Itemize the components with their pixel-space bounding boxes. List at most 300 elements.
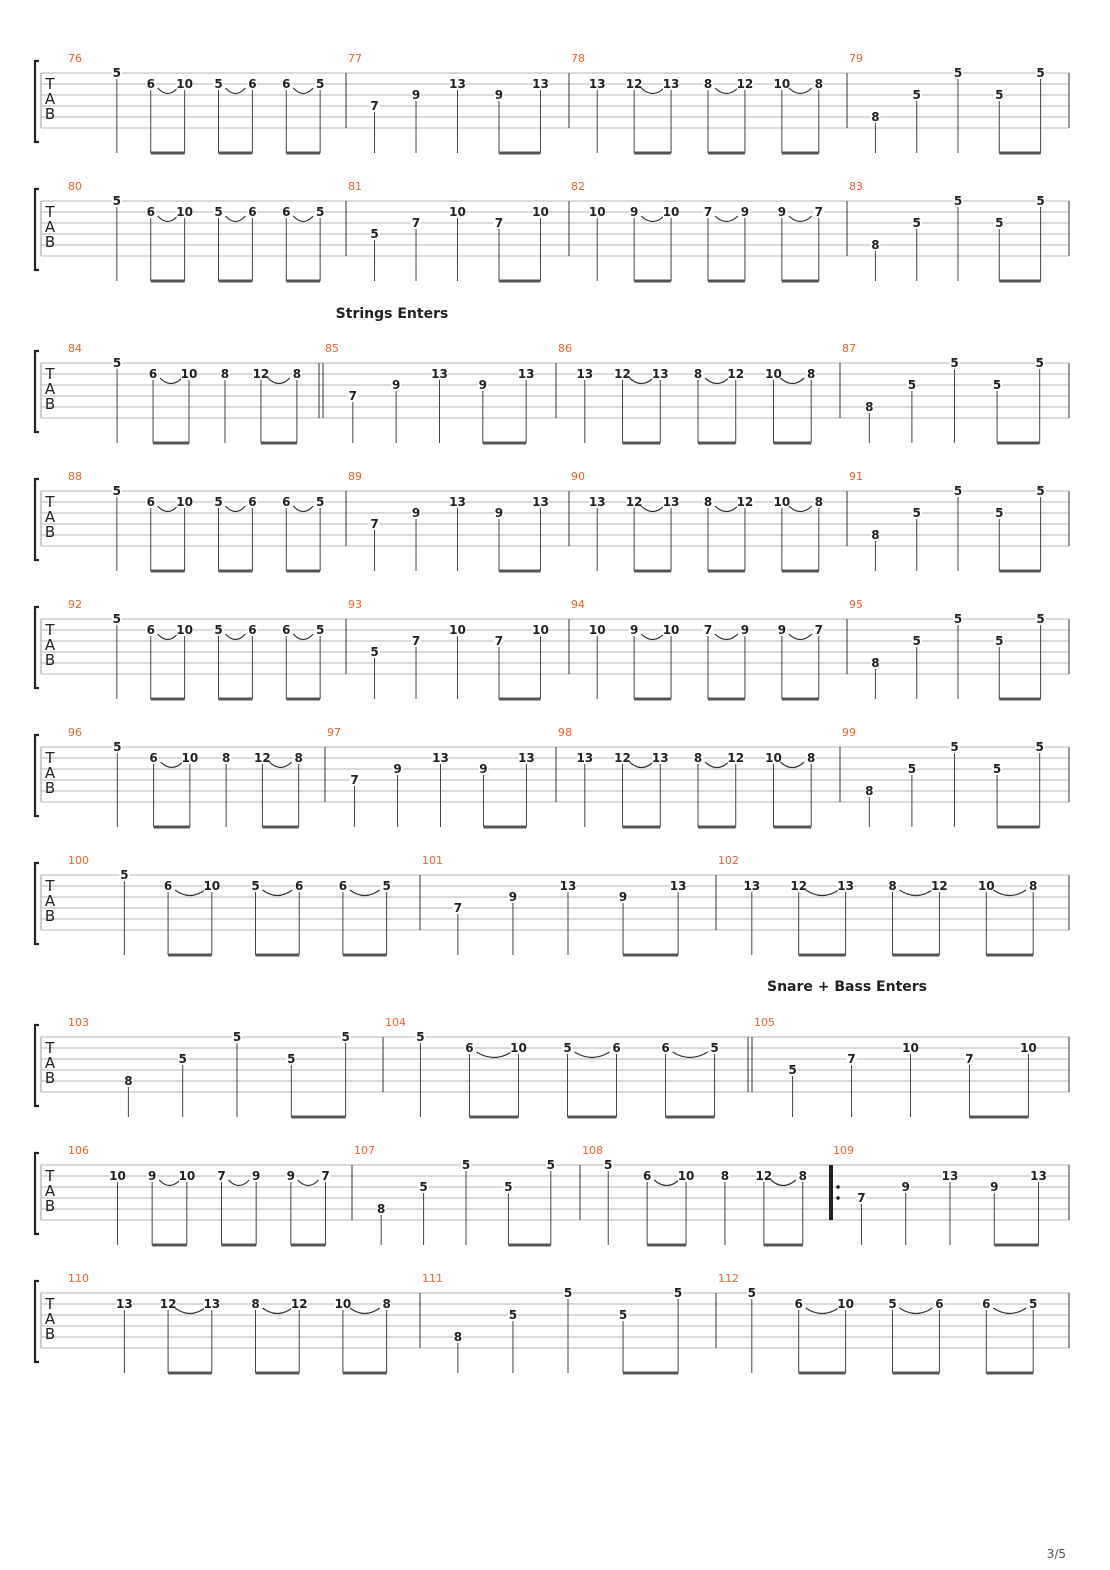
fret-number: 12 bbox=[727, 367, 745, 381]
fret-number: 6 bbox=[794, 1297, 803, 1311]
measure bbox=[833, 1144, 1047, 1245]
fret-number: 8 bbox=[871, 110, 880, 124]
tab-system bbox=[35, 598, 1069, 699]
fret-number: 13 bbox=[576, 367, 594, 381]
tab-clef-letter: T bbox=[45, 877, 55, 895]
tab-clef-letter: A bbox=[44, 1182, 56, 1200]
fret-number: 10 bbox=[662, 623, 680, 637]
tab-clef-letter: T bbox=[45, 75, 55, 93]
fret-number: 8 bbox=[871, 656, 880, 670]
tab-system bbox=[35, 470, 1069, 571]
fret-number: 13 bbox=[669, 879, 687, 893]
measure-number: 83 bbox=[849, 180, 863, 193]
tab-clef-letter: B bbox=[44, 523, 56, 541]
measure-number: 97 bbox=[327, 726, 341, 739]
measure-number: 94 bbox=[571, 598, 585, 611]
slur-tie bbox=[673, 1052, 708, 1058]
fret-number: 10 bbox=[977, 879, 995, 893]
measure bbox=[68, 726, 304, 827]
fret-number: 12 bbox=[159, 1297, 177, 1311]
fret-number: 13 bbox=[559, 879, 577, 893]
fret-number: 5 bbox=[907, 762, 917, 776]
measure bbox=[68, 470, 325, 571]
measure-number: 100 bbox=[68, 854, 89, 867]
tab-clef-letter: B bbox=[44, 1069, 56, 1087]
fret-number: 12 bbox=[614, 751, 631, 765]
measure-number: 104 bbox=[385, 1016, 406, 1029]
fret-number: 13 bbox=[651, 367, 669, 381]
measure-number: 77 bbox=[348, 52, 362, 65]
fret-number: 12 bbox=[625, 495, 643, 509]
fret-number: 10 bbox=[176, 495, 193, 509]
measure bbox=[571, 52, 824, 153]
fret-number: 13 bbox=[518, 751, 535, 765]
measure-number: 105 bbox=[754, 1016, 775, 1029]
fret-number: 7 bbox=[814, 205, 823, 219]
measure-number: 78 bbox=[571, 52, 585, 65]
fret-number: 13 bbox=[662, 77, 680, 91]
fret-number: 7 bbox=[217, 1169, 226, 1183]
fret-number: 6 bbox=[146, 77, 155, 91]
fret-number: 10 bbox=[588, 623, 606, 637]
fret-number: 6 bbox=[612, 1041, 621, 1055]
fret-number: 5 bbox=[604, 1158, 613, 1172]
slur-tie bbox=[269, 762, 291, 768]
page-number: 3/5 bbox=[1046, 1547, 1066, 1561]
tab-clef-letter: A bbox=[44, 764, 56, 782]
tab-clef-letter: A bbox=[44, 218, 56, 236]
measure bbox=[327, 726, 535, 827]
fret-number: 9 bbox=[618, 890, 628, 904]
fret-number: 12 bbox=[252, 367, 270, 381]
fret-number: 8 bbox=[703, 77, 713, 91]
repeat-start-thick-bar bbox=[829, 1165, 833, 1220]
fret-number: 5 bbox=[1036, 484, 1045, 498]
section-annotation: Strings Enters bbox=[335, 306, 449, 322]
slur-tie bbox=[993, 1308, 1026, 1314]
fret-number: 7 bbox=[348, 389, 358, 403]
fret-number: 13 bbox=[517, 367, 535, 381]
fret-number: 5 bbox=[315, 495, 325, 509]
measure-number: 86 bbox=[558, 342, 572, 355]
tab-clef-letter: A bbox=[44, 380, 56, 398]
slur-tie bbox=[705, 762, 729, 768]
measure bbox=[68, 598, 325, 699]
system-bracket bbox=[35, 351, 39, 432]
fret-number: 9 bbox=[393, 762, 402, 776]
measure-number: 102 bbox=[718, 854, 739, 867]
measure-number: 95 bbox=[849, 598, 863, 611]
fret-number: 6 bbox=[642, 1169, 652, 1183]
measure bbox=[582, 1144, 808, 1245]
fret-number: 13 bbox=[532, 77, 549, 91]
fret-number: 8 bbox=[453, 1330, 463, 1344]
fret-number: 5 bbox=[747, 1286, 756, 1300]
measure-number: 91 bbox=[849, 470, 863, 483]
slur-tie bbox=[293, 634, 313, 640]
slur-tie bbox=[229, 1180, 250, 1186]
fret-number: 8 bbox=[693, 751, 703, 765]
fret-number: 13 bbox=[651, 751, 669, 765]
measure-number: 98 bbox=[558, 726, 572, 739]
tab-clef-letter: T bbox=[45, 1039, 55, 1057]
tab-clef-letter: A bbox=[44, 892, 56, 910]
measure bbox=[718, 1272, 1038, 1373]
fret-number: 5 bbox=[912, 506, 921, 520]
fret-number: 9 bbox=[251, 1169, 261, 1183]
tab-system bbox=[35, 979, 1069, 1117]
fret-number: 5 bbox=[673, 1286, 683, 1300]
fret-number: 5 bbox=[710, 1041, 719, 1055]
fret-number: 6 bbox=[661, 1041, 670, 1055]
fret-number: 5 bbox=[287, 1052, 296, 1066]
fret-number: 6 bbox=[282, 495, 291, 509]
measure bbox=[849, 52, 1046, 153]
fret-number: 5 bbox=[907, 378, 917, 392]
fret-number: 5 bbox=[112, 356, 122, 370]
slur-tie bbox=[226, 88, 246, 94]
tab-clef-letter: B bbox=[44, 395, 56, 413]
slur-tie bbox=[900, 1308, 933, 1314]
measure bbox=[348, 470, 549, 571]
measure bbox=[68, 1272, 392, 1373]
fret-number: 10 bbox=[532, 623, 549, 637]
fret-number: 8 bbox=[814, 495, 823, 509]
fret-number: 5 bbox=[912, 634, 921, 648]
slur-tie bbox=[226, 216, 246, 222]
fret-number: 6 bbox=[163, 879, 173, 893]
slur-tie bbox=[630, 378, 654, 384]
tab-clef-letter: B bbox=[44, 779, 56, 797]
fret-number: 8 bbox=[693, 367, 703, 381]
measure-number: 107 bbox=[354, 1144, 375, 1157]
measure bbox=[348, 598, 549, 699]
fret-number: 5 bbox=[251, 879, 260, 893]
tab-clef-letter: T bbox=[45, 749, 55, 767]
fret-number: 10 bbox=[532, 205, 549, 219]
slur-tie bbox=[789, 88, 812, 94]
fret-number: 5 bbox=[912, 88, 921, 102]
fret-number: 5 bbox=[232, 1030, 242, 1044]
fret-number: 5 bbox=[992, 378, 1002, 392]
fret-number: 7 bbox=[494, 634, 504, 648]
fret-number: 12 bbox=[625, 77, 643, 91]
measure-number: 92 bbox=[68, 598, 82, 611]
fret-number: 5 bbox=[1035, 356, 1044, 370]
fret-number: 8 bbox=[865, 784, 874, 798]
measure-number: 99 bbox=[842, 726, 856, 739]
fret-number: 9 bbox=[629, 623, 639, 637]
fret-number: 8 bbox=[814, 77, 823, 91]
fret-number: 12 bbox=[755, 1169, 773, 1183]
fret-number: 7 bbox=[350, 773, 359, 787]
slur-tie bbox=[771, 1180, 796, 1186]
tab-clef-letter: B bbox=[44, 233, 56, 251]
fret-number: 9 bbox=[629, 205, 639, 219]
fret-number: 10 bbox=[677, 1169, 695, 1183]
measure bbox=[348, 180, 549, 281]
fret-number: 5 bbox=[178, 1052, 187, 1066]
measure-number: 101 bbox=[422, 854, 443, 867]
repeat-dot bbox=[836, 1185, 840, 1189]
slur-tie bbox=[789, 634, 812, 640]
tab-clef-letter: A bbox=[44, 636, 56, 654]
fret-number: 5 bbox=[370, 645, 379, 659]
measure-number: 111 bbox=[422, 1272, 443, 1285]
fret-number: 8 bbox=[888, 879, 897, 893]
fret-number: 6 bbox=[295, 879, 304, 893]
fret-number: 5 bbox=[315, 77, 325, 91]
measure-number: 103 bbox=[68, 1016, 89, 1029]
measure bbox=[385, 1016, 720, 1117]
fret-number: 6 bbox=[248, 205, 257, 219]
tab-clef-letter: B bbox=[44, 105, 56, 123]
fret-number: 13 bbox=[837, 879, 854, 893]
fret-number: 8 bbox=[807, 367, 816, 381]
system-bracket bbox=[35, 1153, 39, 1234]
fret-number: 6 bbox=[465, 1041, 474, 1055]
slur-tie bbox=[263, 890, 293, 896]
fret-number: 6 bbox=[149, 751, 158, 765]
tab-clef-letter: A bbox=[44, 90, 56, 108]
slur-tie bbox=[705, 378, 729, 384]
slur-tie bbox=[268, 378, 290, 384]
tab-clef-letter: T bbox=[45, 1167, 55, 1185]
system-bracket bbox=[35, 189, 39, 270]
fret-number: 13 bbox=[116, 1297, 133, 1311]
fret-number: 9 bbox=[494, 506, 504, 520]
measure-number: 96 bbox=[68, 726, 82, 739]
tab-system bbox=[35, 1144, 1069, 1245]
slur-tie bbox=[158, 88, 178, 94]
fret-number: 9 bbox=[479, 762, 488, 776]
fret-number: 13 bbox=[588, 77, 606, 91]
fret-number: 12 bbox=[727, 751, 745, 765]
fret-number: 5 bbox=[214, 205, 223, 219]
fret-number: 7 bbox=[847, 1052, 856, 1066]
slur-tie bbox=[226, 506, 246, 512]
fret-number: 5 bbox=[112, 612, 122, 626]
tab-system bbox=[35, 52, 1069, 153]
fret-number: 8 bbox=[871, 238, 880, 252]
fret-number: 8 bbox=[377, 1202, 386, 1216]
fret-number: 6 bbox=[935, 1297, 944, 1311]
fret-number: 8 bbox=[382, 1297, 391, 1311]
slur-tie bbox=[160, 378, 182, 384]
measure bbox=[571, 470, 824, 571]
fret-number: 5 bbox=[995, 88, 1004, 102]
fret-number: 5 bbox=[995, 216, 1004, 230]
measure bbox=[754, 1016, 1037, 1117]
fret-number: 7 bbox=[411, 634, 421, 648]
fret-number: 5 bbox=[788, 1063, 797, 1077]
slur-tie bbox=[789, 506, 812, 512]
fret-number: 13 bbox=[576, 751, 594, 765]
fret-number: 10 bbox=[203, 879, 221, 893]
fret-number: 5 bbox=[995, 634, 1004, 648]
fret-number: 10 bbox=[765, 751, 782, 765]
tab-system bbox=[35, 1272, 1069, 1373]
fret-number: 5 bbox=[1036, 66, 1045, 80]
measure bbox=[422, 1272, 683, 1373]
fret-number: 10 bbox=[510, 1041, 527, 1055]
fret-number: 8 bbox=[807, 751, 816, 765]
measure bbox=[68, 342, 302, 443]
fret-number: 5 bbox=[950, 740, 959, 754]
measure-number: 109 bbox=[833, 1144, 854, 1157]
fret-number: 13 bbox=[588, 495, 606, 509]
tab-clef-letter: A bbox=[44, 1310, 56, 1328]
slur-tie bbox=[715, 506, 738, 512]
fret-number: 5 bbox=[370, 227, 379, 241]
measure bbox=[842, 342, 1045, 443]
measure-number: 110 bbox=[68, 1272, 89, 1285]
fret-number: 13 bbox=[432, 751, 449, 765]
slur-tie bbox=[641, 88, 664, 94]
fret-number: 7 bbox=[370, 517, 379, 531]
measure-number: 82 bbox=[571, 180, 585, 193]
fret-number: 6 bbox=[982, 1297, 991, 1311]
slur-tie bbox=[476, 1052, 511, 1058]
fret-number: 5 bbox=[341, 1030, 350, 1044]
fret-number: 9 bbox=[286, 1169, 296, 1183]
slur-tie bbox=[789, 216, 812, 222]
fret-number: 9 bbox=[740, 623, 750, 637]
fret-number: 6 bbox=[338, 879, 348, 893]
fret-number: 6 bbox=[248, 495, 257, 509]
fret-number: 5 bbox=[214, 77, 223, 91]
fret-number: 5 bbox=[563, 1041, 572, 1055]
fret-number: 10 bbox=[180, 367, 198, 381]
repeat-dot bbox=[836, 1196, 840, 1200]
fret-number: 8 bbox=[798, 1169, 807, 1183]
fret-number: 5 bbox=[912, 216, 921, 230]
measure-number: 93 bbox=[348, 598, 362, 611]
measure bbox=[325, 342, 535, 443]
fret-number: 9 bbox=[494, 88, 504, 102]
measure-number: 76 bbox=[68, 52, 82, 65]
fret-number: 7 bbox=[703, 205, 713, 219]
system-bracket bbox=[35, 1281, 39, 1362]
fret-number: 10 bbox=[178, 1169, 196, 1183]
fret-number: 12 bbox=[931, 879, 948, 893]
fret-number: 6 bbox=[146, 623, 155, 637]
fret-number: 10 bbox=[109, 1169, 126, 1183]
fret-number: 5 bbox=[953, 66, 963, 80]
slur-tie bbox=[350, 890, 380, 896]
fret-number: 8 bbox=[124, 1074, 133, 1088]
fret-number: 5 bbox=[992, 762, 1002, 776]
slur-tie bbox=[175, 890, 205, 896]
fret-number: 13 bbox=[532, 495, 549, 509]
fret-number: 8 bbox=[703, 495, 713, 509]
measure bbox=[849, 180, 1046, 281]
fret-number: 9 bbox=[901, 1180, 910, 1194]
fret-number: 5 bbox=[1036, 612, 1045, 626]
slur-tie bbox=[226, 634, 246, 640]
fret-number: 9 bbox=[478, 378, 488, 392]
fret-number: 13 bbox=[941, 1169, 959, 1183]
fret-number: 8 bbox=[292, 367, 302, 381]
fret-number: 8 bbox=[865, 400, 874, 414]
fret-number: 12 bbox=[790, 879, 808, 893]
tab-system bbox=[35, 306, 1069, 443]
slur-tie bbox=[715, 216, 738, 222]
fret-number: 12 bbox=[736, 77, 754, 91]
tab-system bbox=[35, 180, 1069, 281]
fret-number: 5 bbox=[112, 66, 122, 80]
slur-tie bbox=[806, 1308, 839, 1314]
slur-tie bbox=[293, 506, 313, 512]
slur-tie bbox=[298, 1180, 319, 1186]
measure bbox=[571, 180, 824, 281]
fret-number: 6 bbox=[146, 495, 155, 509]
measure-number: 85 bbox=[325, 342, 339, 355]
fret-number: 6 bbox=[282, 77, 291, 91]
system-bracket bbox=[35, 61, 39, 142]
tab-clef-letter: A bbox=[44, 1054, 56, 1072]
fret-number: 5 bbox=[508, 1308, 518, 1322]
slur-tie bbox=[641, 216, 664, 222]
fret-number: 8 bbox=[221, 751, 231, 765]
fret-number: 5 bbox=[546, 1158, 555, 1172]
measure bbox=[422, 854, 686, 955]
tab-clef-letter: A bbox=[44, 508, 56, 526]
slur-tie bbox=[654, 1180, 679, 1186]
fret-number: 5 bbox=[419, 1180, 428, 1194]
measure bbox=[849, 598, 1046, 699]
fret-number: 6 bbox=[248, 77, 257, 91]
slur-tie bbox=[159, 1180, 180, 1186]
fret-number: 5 bbox=[461, 1158, 471, 1172]
fret-number: 12 bbox=[614, 367, 631, 381]
fret-number: 9 bbox=[147, 1169, 157, 1183]
fret-number: 10 bbox=[334, 1297, 352, 1311]
fret-number: 5 bbox=[214, 495, 223, 509]
measure bbox=[68, 180, 325, 281]
fret-number: 7 bbox=[857, 1191, 866, 1205]
fret-number: 5 bbox=[1035, 740, 1044, 754]
slur-tie bbox=[780, 762, 804, 768]
fret-number: 13 bbox=[743, 879, 761, 893]
fret-number: 9 bbox=[411, 88, 421, 102]
fret-number: 9 bbox=[391, 378, 401, 392]
measure bbox=[68, 854, 392, 955]
fret-number: 7 bbox=[965, 1052, 974, 1066]
measure bbox=[348, 52, 549, 153]
fret-number: 10 bbox=[181, 751, 199, 765]
fret-number: 12 bbox=[254, 751, 271, 765]
slur-tie bbox=[161, 762, 183, 768]
slur-tie bbox=[263, 1308, 293, 1314]
tab-clef-letter: T bbox=[45, 621, 55, 639]
fret-number: 10 bbox=[588, 205, 606, 219]
tab-clef-letter: T bbox=[45, 493, 55, 511]
fret-number: 5 bbox=[1036, 194, 1045, 208]
fret-number: 7 bbox=[453, 901, 463, 915]
fret-number: 9 bbox=[777, 623, 787, 637]
fret-number: 10 bbox=[765, 367, 782, 381]
fret-number: 6 bbox=[282, 623, 291, 637]
tab-system bbox=[35, 854, 1069, 955]
fret-number: 8 bbox=[1029, 879, 1038, 893]
section-annotation: Snare + Bass Enters bbox=[767, 979, 927, 995]
tab-clef-letter: B bbox=[44, 1197, 56, 1215]
fret-number: 10 bbox=[449, 623, 466, 637]
fret-number: 10 bbox=[773, 77, 791, 91]
slur-tie bbox=[806, 890, 839, 896]
slur-tie bbox=[293, 216, 313, 222]
